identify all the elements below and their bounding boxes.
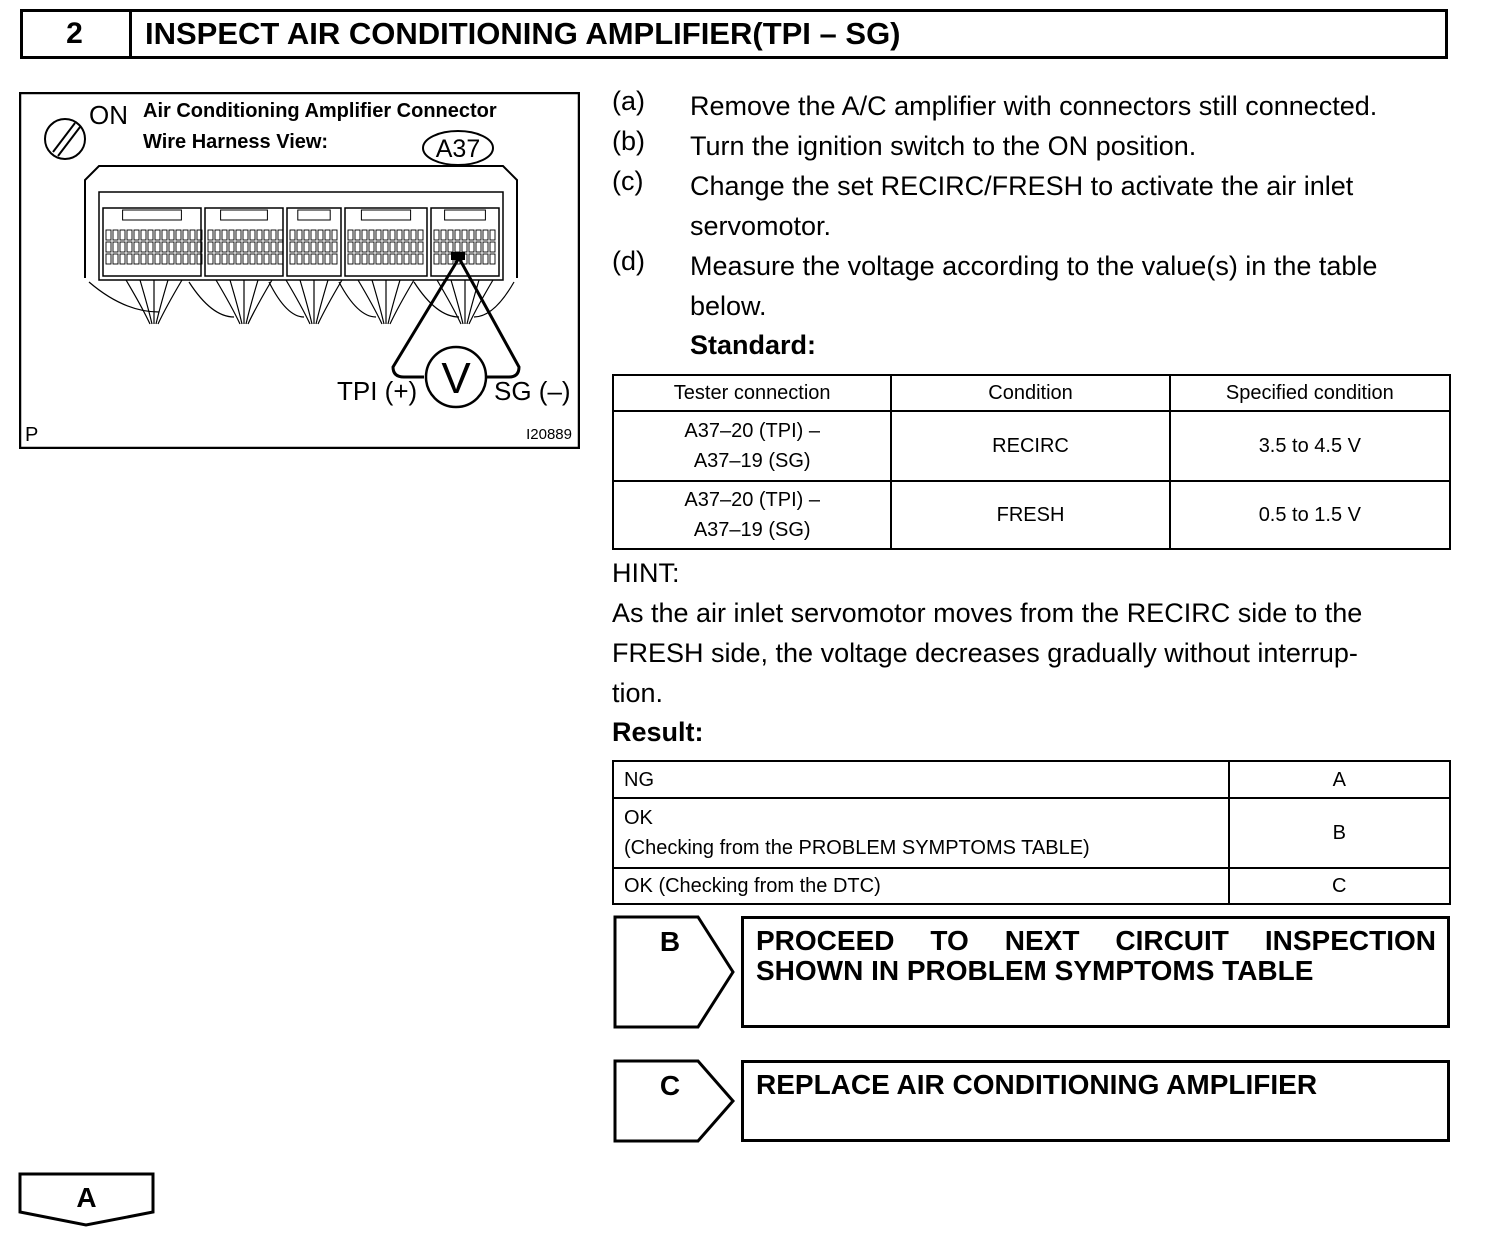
step-number: 2 [20, 9, 132, 59]
connection-line2: A37–19 (SG) [693, 450, 811, 472]
step-d-text-line1: Measure the voltage according to the value(s) in the table [690, 251, 1378, 281]
header-specified-condition: Specified condition [1170, 375, 1450, 411]
voltmeter-symbol: V [441, 354, 471, 403]
result-table [612, 760, 1451, 905]
hint-line2: FRESH side, the voltage decreases gradually without interrup- [612, 638, 1358, 668]
figure-title-line1: Air Conditioning Amplifier Connector [143, 100, 497, 122]
step-d-letter: (d) [612, 246, 645, 276]
decision-c-line1: REPLACE AIR CONDITIONING AMPLIFIER [756, 1069, 1318, 1100]
header-tester-connection: Tester connection [613, 375, 891, 411]
result-code: B [1229, 798, 1450, 868]
specified-cell: 0.5 to 1.5 V [1170, 481, 1450, 549]
connection-line1: A37–20 (TPI) – [684, 489, 820, 511]
figure-title-line2: Wire Harness View: [143, 131, 329, 153]
hint-line3: tion. [612, 678, 664, 708]
header-condition: Condition [891, 375, 1169, 411]
step-title: INSPECT AIR CONDITIONING AMPLIFIER(TPI – SG) [145, 16, 901, 51]
result-condition [613, 798, 1229, 868]
decision-b-line2: SHOWN IN PROBLEM SYMPTOMS TABLE [756, 955, 1314, 986]
result-condition-line1: OK [624, 807, 653, 829]
hint-label: HINT: [612, 558, 680, 588]
step-a-letter: (a) [612, 86, 645, 116]
probe-negative-label: SG (–) [494, 376, 571, 406]
result-label: Result: [612, 717, 704, 747]
result-condition-line2: (Checking from the PROBLEM SYMPTOMS TABLE) [624, 837, 1090, 859]
voltmeter-icon [426, 347, 486, 407]
table-row [613, 761, 1450, 798]
ignition-switch-icon [45, 119, 85, 159]
connection-cell [613, 411, 891, 481]
decision-b-code: B [659, 926, 681, 957]
table-row [613, 798, 1450, 868]
figure-corner-letter: P [25, 424, 39, 446]
decision-c-code: C [659, 1070, 681, 1101]
wire-harness [89, 280, 514, 324]
step-a-text: Remove the A/C amplifier with connectors still connected. [690, 91, 1378, 121]
step-d-text-line2: below. [690, 291, 767, 321]
step-b-letter: (b) [612, 126, 645, 156]
connection-cell [613, 481, 891, 549]
table-row [613, 411, 1450, 481]
standard-label: Standard: [690, 330, 817, 360]
switch-label: ON [89, 100, 128, 130]
connector-id: A37 [435, 135, 481, 163]
figure-code: I20889 [526, 426, 572, 443]
step-c-letter: (c) [612, 166, 644, 196]
hint-line1: As the air inlet servomotor moves from the RECIRC side to the [612, 598, 1363, 628]
table-row [613, 481, 1450, 549]
result-condition: NG [613, 761, 1229, 798]
step-b-text: Turn the ignition switch to the ON position. [690, 131, 1197, 161]
step-c-text-line1: Change the set RECIRC/FRESH to activate the air inlet [690, 171, 1354, 201]
next-step-code: A [76, 1182, 97, 1213]
result-condition: OK (Checking from the DTC) [613, 868, 1229, 904]
specified-cell: 3.5 to 4.5 V [1170, 411, 1450, 481]
step-c-text-line2: servomotor. [690, 211, 832, 241]
connection-line1: A37–20 (TPI) – [684, 420, 820, 442]
standard-table [612, 374, 1451, 550]
condition-cell: FRESH [891, 481, 1169, 549]
result-code: A [1229, 761, 1450, 798]
table-row [613, 868, 1450, 904]
connector-body [85, 166, 517, 280]
connection-line2: A37–19 (SG) [693, 519, 811, 541]
result-code: C [1229, 868, 1450, 904]
decision-b-line1: PROCEED TO NEXT CIRCUIT INSPECTION [756, 925, 1436, 956]
condition-cell: RECIRC [891, 411, 1169, 481]
probe-positive-label: TPI (+) [337, 376, 418, 406]
connector-figure [19, 92, 580, 449]
